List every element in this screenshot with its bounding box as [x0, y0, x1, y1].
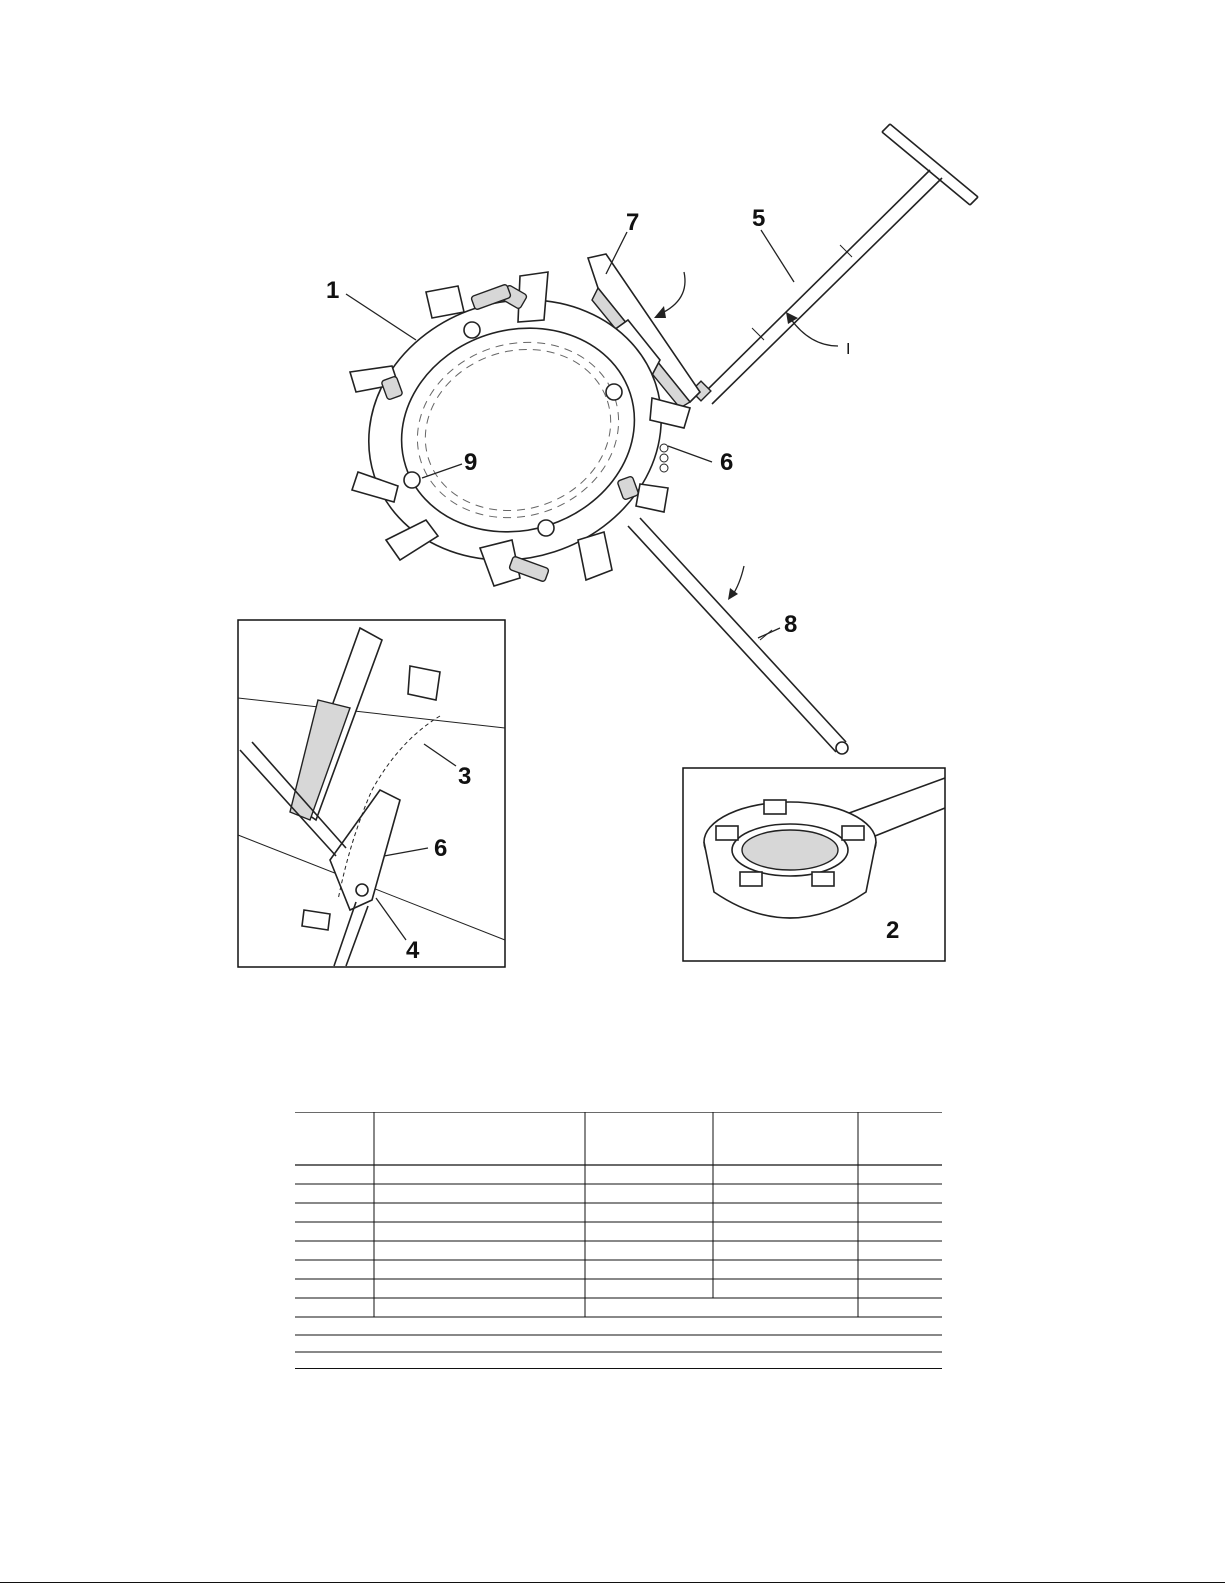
callout-6-main: 6	[720, 449, 734, 476]
lever-bar	[628, 518, 848, 754]
callout-1: 1	[326, 277, 340, 304]
callout-6-detail: 6	[434, 835, 448, 862]
arrow-label-i: I	[846, 341, 851, 358]
callout-4: 4	[406, 937, 420, 964]
detail-inset-spanner	[683, 768, 945, 961]
callout-2: 2	[886, 917, 900, 944]
parts-table	[295, 1112, 942, 1372]
page-bottom-rule	[0, 1582, 1225, 1583]
rotation-arrows	[654, 272, 838, 600]
table-bottom-rule	[295, 1368, 942, 1369]
callout-9: 9	[464, 449, 478, 476]
callout-3: 3	[458, 763, 472, 790]
callout-5: 5	[752, 205, 766, 232]
callout-8: 8	[784, 611, 798, 638]
detail-inset-chain	[238, 620, 505, 967]
t-handle-wrench	[691, 124, 978, 404]
callout-7: 7	[626, 209, 640, 236]
